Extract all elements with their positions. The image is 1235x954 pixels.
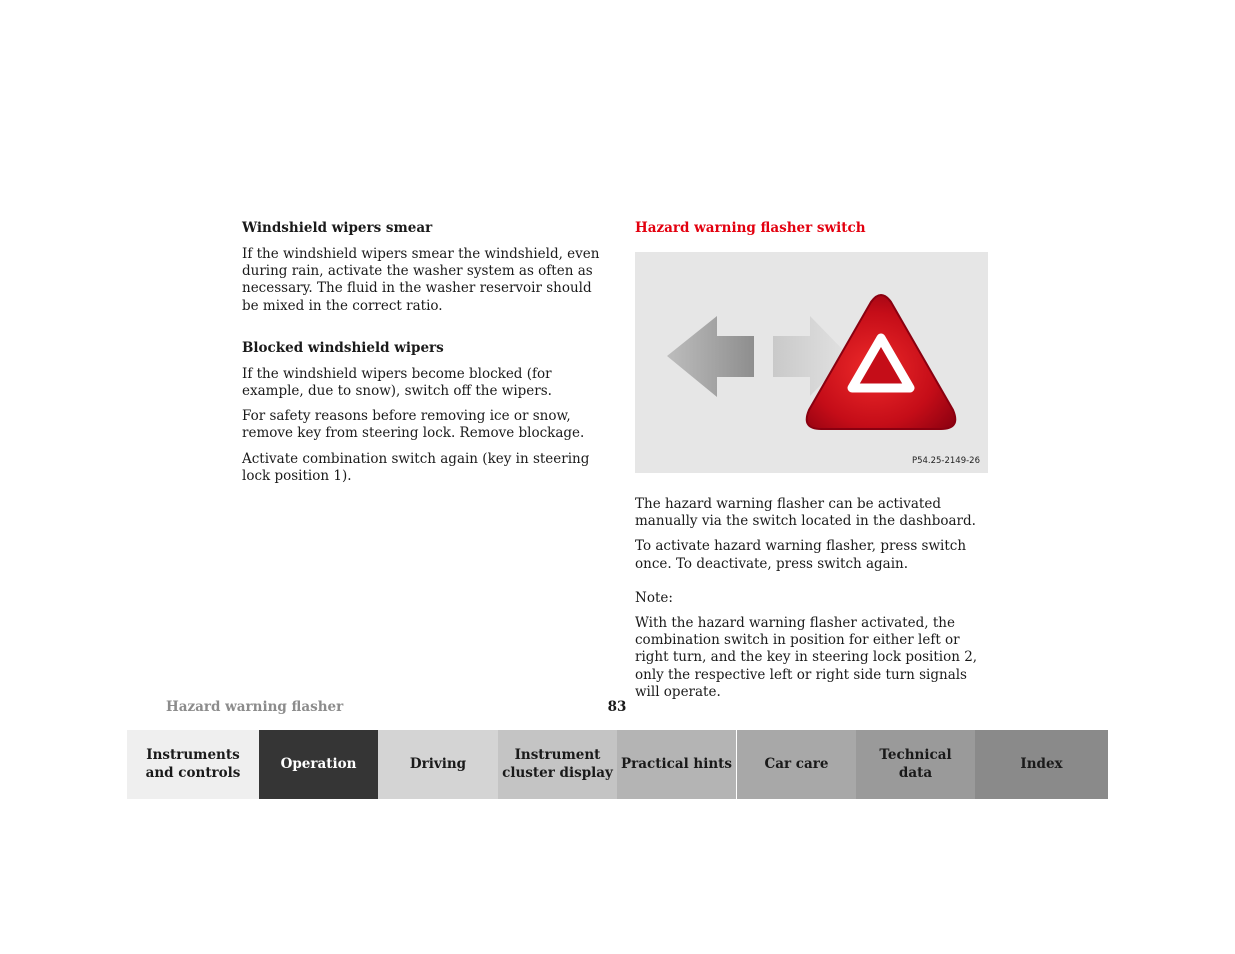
section-heading-blocked-wipers: Blocked windshield wipers (242, 339, 444, 356)
section-heading-hazard-switch: Hazard warning flasher switch (635, 220, 866, 236)
nav-driving[interactable]: Driving (378, 730, 498, 799)
page-number: 83 (607, 699, 627, 715)
nav-car-care[interactable]: Car care (737, 730, 856, 799)
left-column (242, 220, 604, 493)
right-column (635, 220, 991, 709)
paragraph: The hazard warning flasher can be activated manually via the switch located in the dashboard. (635, 496, 976, 530)
paragraph: If the windshield wipers become blocked (for example, due to snow), switch off the wipers. (242, 365, 552, 400)
left-arrow-icon (667, 316, 754, 397)
note-label: Note: (635, 589, 673, 606)
nav-index[interactable]: Index (975, 730, 1108, 799)
figure-code: P54.25-2149-26 (911, 455, 980, 466)
nav-technical-data[interactable]: Technical data (856, 730, 975, 799)
chapter-nav (127, 730, 1108, 799)
hazard-switch-figure (635, 252, 988, 473)
footer-section-title: Hazard warning flasher (166, 699, 344, 715)
nav-practical-hints[interactable]: Practical hints (617, 730, 737, 799)
paragraph: To activate hazard warning flasher, press switch once. To deactivate, press switch again. (635, 538, 967, 572)
hazard-illustration (635, 252, 988, 473)
paragraph: Activate combination switch again (key in steering lock position 1). (242, 450, 590, 484)
paragraph: For safety reasons before removing ice or snow, remove key from steering lock. Remove blockage. (242, 408, 585, 442)
nav-instruments-and-controls[interactable]: Instruments and controls (127, 730, 259, 799)
nav-operation[interactable]: Operation (259, 730, 378, 799)
paragraph: If the windshield wipers smear the windshield, even during rain, activate the washer system as often as necessary. The fluid in the washer reservoir should be mixed in the correct ratio. (242, 246, 600, 314)
nav-instrument-cluster-display[interactable]: Instrument cluster display (498, 730, 617, 799)
note-text: With the hazard warning flasher activated, the combination switch in position for either left or right turn, and the key in steering lock position 2, only the respective left or right side turn signals will operate. (635, 615, 978, 700)
section-heading-wipers-smear: Windshield wipers smear (242, 220, 433, 236)
